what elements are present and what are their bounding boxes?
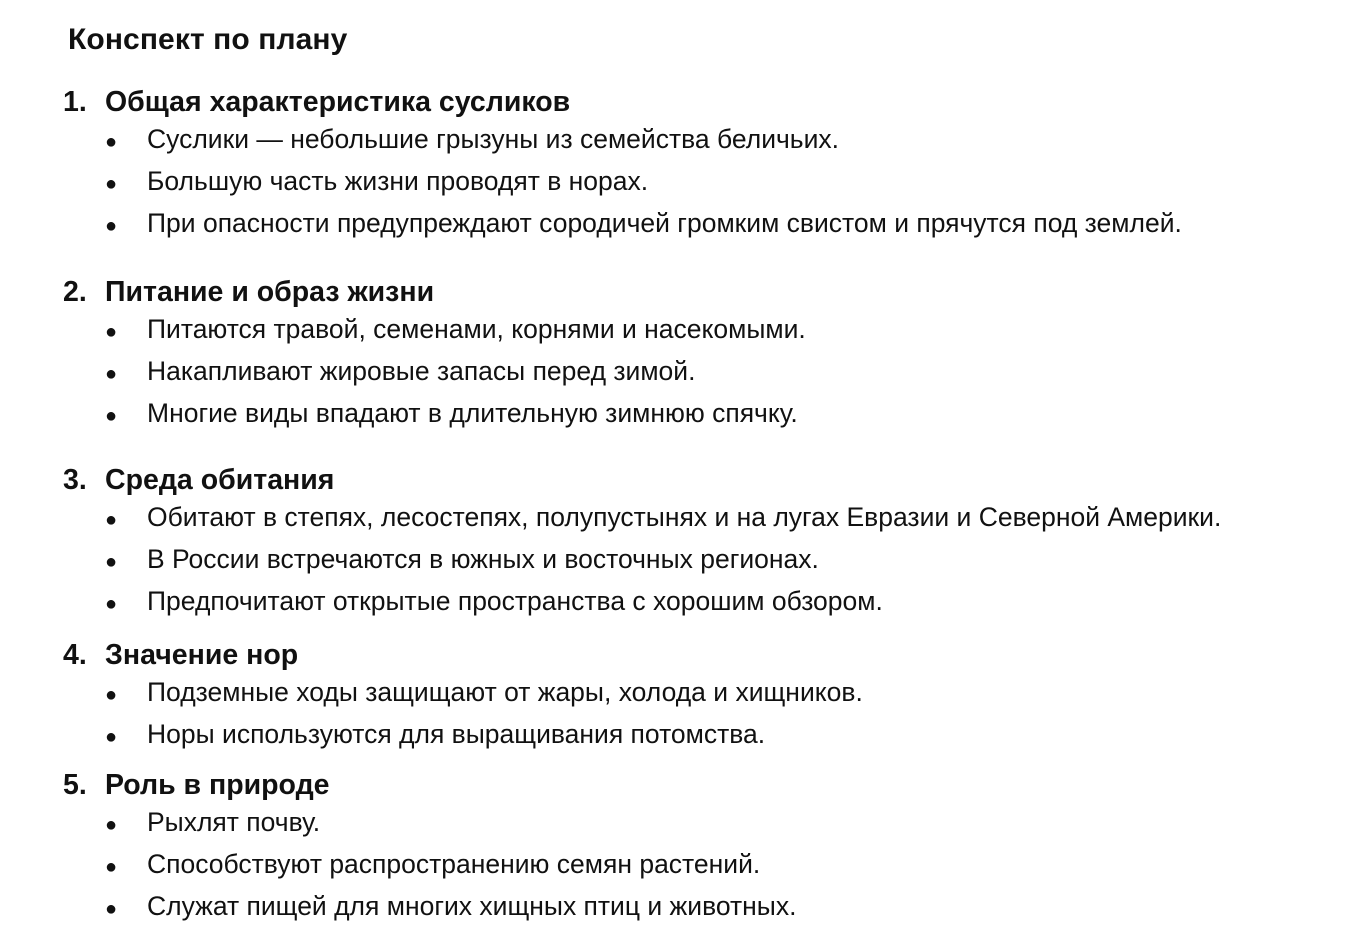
list-item-text: Норы используются для выращивания потомства. xyxy=(147,719,766,749)
section-title: Питание и образ жизни xyxy=(105,276,435,308)
section-number: 2. xyxy=(63,276,87,308)
list-item-text: Питаются травой, семенами, корнями и насекомыми. xyxy=(147,314,806,344)
bullet-dot: ● xyxy=(105,898,118,920)
bullet-dot: ● xyxy=(105,593,118,615)
list-item xyxy=(63,498,1353,540)
list-item-text: Суслики — небольшие грызуны из семейства беличьих. xyxy=(147,124,840,154)
bullet-dot: ● xyxy=(105,321,118,343)
list-item-text: В России встречаются в южных и восточных регионах. xyxy=(147,544,819,574)
list-item xyxy=(63,715,1353,757)
section-heading xyxy=(63,767,1353,803)
list-item xyxy=(63,310,1353,352)
list-item-text: Служат пищей для многих хищных птиц и животных. xyxy=(147,891,797,921)
list-item-text: Большую часть жизни проводят в норах. xyxy=(147,166,649,196)
list-item-text: Обитают в степях, лесостепях, полупустынях и на лугах Евразии и Северной Америки. xyxy=(147,502,1222,532)
section-burrows-importance xyxy=(63,637,1353,757)
list-item xyxy=(63,394,1353,436)
list-item xyxy=(63,352,1353,394)
bullet-dot: ● xyxy=(105,814,118,836)
section-heading xyxy=(63,637,1353,673)
list-item xyxy=(63,673,1353,715)
section-number: 3. xyxy=(63,464,87,496)
section-number: 4. xyxy=(63,639,87,671)
section-nutrition-lifestyle xyxy=(63,274,1353,436)
section-heading xyxy=(63,274,1353,310)
bullet-list xyxy=(63,310,1353,436)
bullet-dot: ● xyxy=(105,363,118,385)
section-heading xyxy=(63,84,1353,120)
list-item xyxy=(63,887,1353,929)
list-item-text: Предпочитают открытые пространства с хорошим обзором. xyxy=(147,586,883,616)
bullet-dot: ● xyxy=(105,215,118,237)
list-item-text: Рыхлят почву. xyxy=(147,807,321,837)
bullet-dot: ● xyxy=(105,509,118,531)
section-title: Среда обитания xyxy=(105,464,335,496)
section-title: Роль в природе xyxy=(105,769,330,801)
list-item-text: Подземные ходы защищают от жары, холода и хищников. xyxy=(147,677,863,707)
list-item-text: Многие виды впадают в длительную зимнюю спячку. xyxy=(147,398,798,428)
section-habitat xyxy=(63,462,1353,624)
list-item xyxy=(63,845,1353,887)
section-general-characteristics xyxy=(63,84,1353,246)
list-item xyxy=(63,120,1353,162)
list-item xyxy=(63,162,1353,204)
list-item xyxy=(63,204,1353,246)
section-number: 5. xyxy=(63,769,87,801)
section-title: Значение нор xyxy=(105,639,299,671)
list-item-text: При опасности предупреждают сородичей громким свистом и прячутся под землей. xyxy=(147,208,1182,238)
bullet-list xyxy=(63,803,1353,929)
bullet-dot: ● xyxy=(105,551,118,573)
bullet-list xyxy=(63,120,1353,246)
section-heading xyxy=(63,462,1353,498)
bullet-dot: ● xyxy=(105,684,118,706)
section-number: 1. xyxy=(63,86,87,118)
bullet-dot: ● xyxy=(105,405,118,427)
list-item xyxy=(63,540,1353,582)
list-item-text: Накапливают жировые запасы перед зимой. xyxy=(147,356,696,386)
list-item-text: Способствуют распространению семян растений. xyxy=(147,849,761,879)
bullet-dot: ● xyxy=(105,131,118,153)
page-title: Конспект по плану xyxy=(68,23,348,56)
bullet-dot: ● xyxy=(105,856,118,878)
bullet-dot: ● xyxy=(105,726,118,748)
bullet-dot: ● xyxy=(105,173,118,195)
section-title: Общая характеристика сусликов xyxy=(105,86,571,118)
list-item xyxy=(63,803,1353,845)
section-role-in-nature xyxy=(63,767,1353,929)
list-item xyxy=(63,582,1353,624)
bullet-list xyxy=(63,673,1353,757)
bullet-list xyxy=(63,498,1353,624)
